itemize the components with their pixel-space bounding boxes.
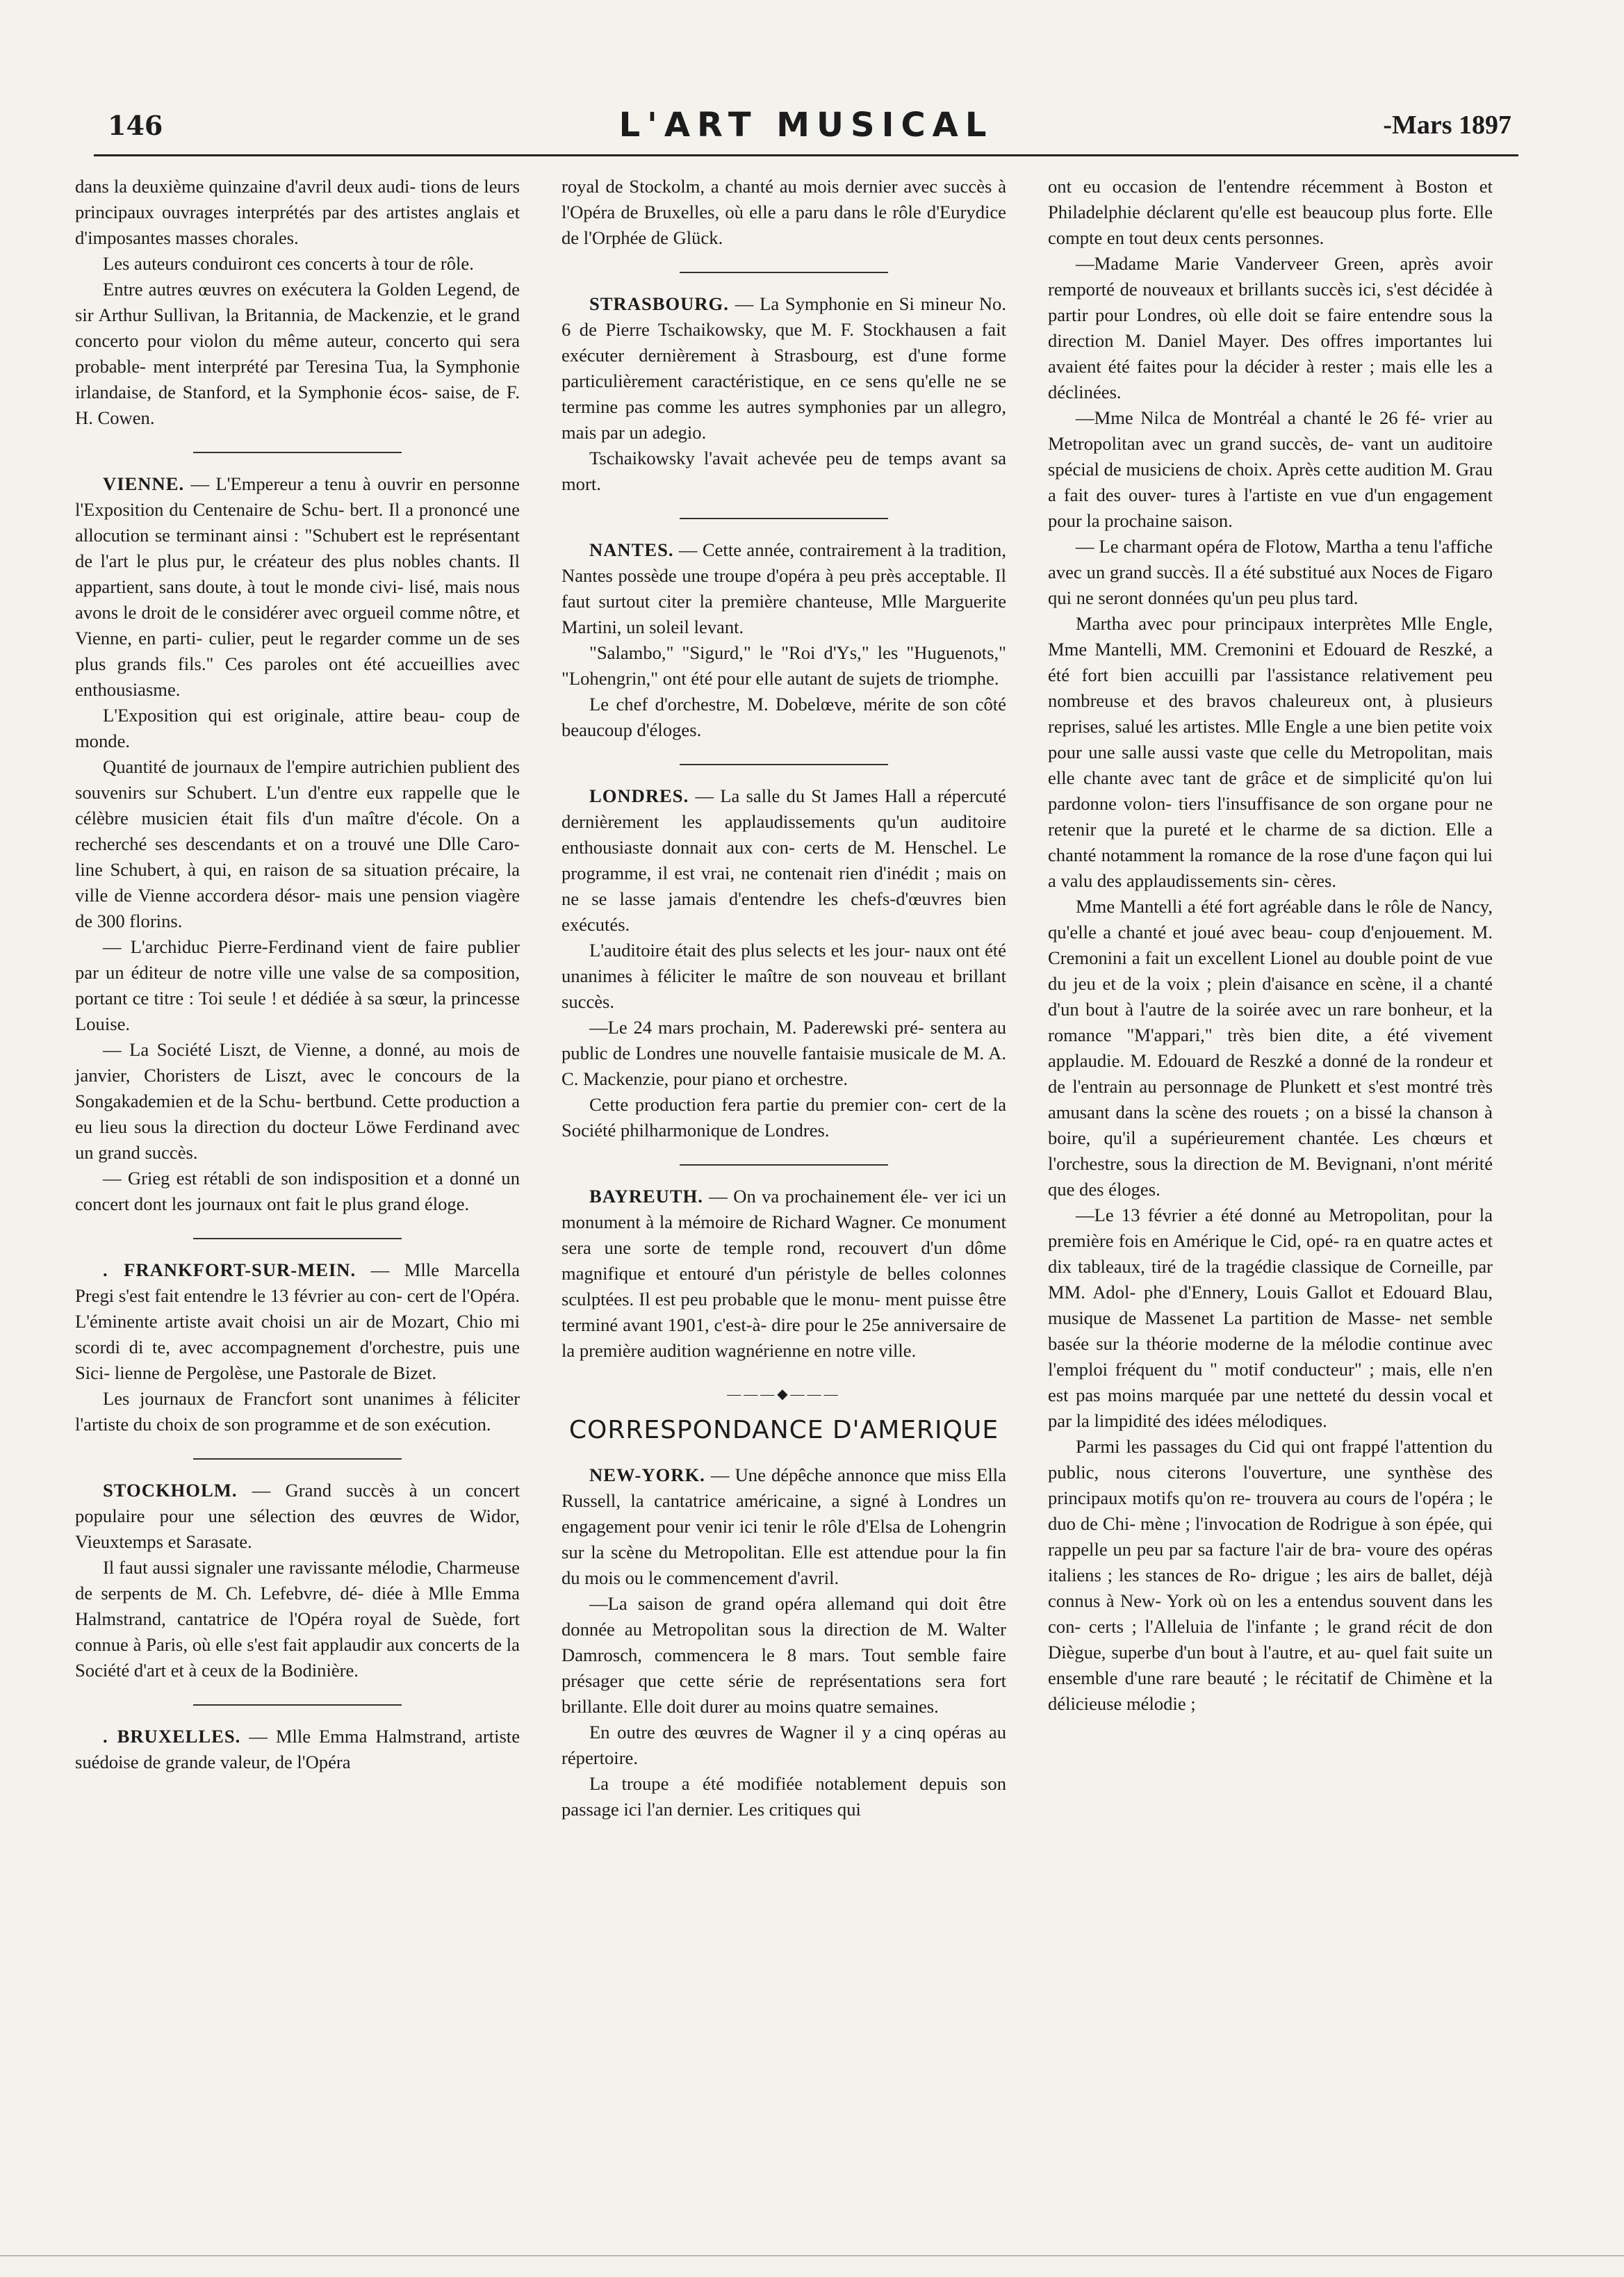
- article-paragraph: [561, 291, 1006, 446]
- article-paragraph: —Madame Marie Vanderveer Green, après avoir remporté de nouveaux et brillants succès ici, s'est décidée à partir pour Londres, où elle doit se faire entendre sous la direction M. Daniel Mayer. Des offres importantes lui avaient été faites pour la décider à rester ; mais elle les a déclinées.: [1048, 253, 1493, 402]
- dateline-heading: VIENNE.: [103, 473, 185, 494]
- article-paragraph: Parmi les passages du Cid qui ont frappé l'attention du public, nous citerons l'ouverture, une synthèse des principaux motifs qu'on re- trouvera au cours de l'opéra ; le duo de Chi- mène ; l'invocation de Rodrigue à son épée, qui rappelle un peu par sa facture l'air de bra- voure des opéras italiens ; les stances de Ro- drigue ; les airs de ballet, déjà connus à New- York où on les a entendus souvent dans les con- certs ; l'Alleluia de l'infante ; le grand récit de don Diègue, superbe d'un bout à l'autre, et au- quel fait suite un ensemble d'une rare beauté ; le récitatif de Chimène et la délicieuse mélodie ;: [1048, 1436, 1493, 1714]
- article-section: [75, 1724, 520, 1775]
- paragraph-text: — Mlle Marcella Pregi s'est fait entendre le 13 février au con- cert de l'Opéra. L'éminente artiste avait choisi un air de Mozart, Chio mi scordi di te, avec accompagnement d'orchestre, puis une Sici- lienne de Pergolèse, une Pastorale de Bizet.: [75, 1259, 520, 1383]
- column-2: [561, 174, 1006, 1822]
- section-separator: [680, 1164, 888, 1166]
- article-paragraph: [561, 783, 1006, 938]
- paragraph-text: — Une dépêche annonce que miss Ella Russell, la cantatrice américaine, a signé à Londres un engagement pour venir ici tenir le rôle d'Elsa de Lohengrin sur la scène du Metropolitan. Elle est attendue pour la fin du mois ou le commencement d'avril.: [561, 1464, 1006, 1588]
- paragraph-text: — Grand succès à un concert populaire pour une sélection des œuvres de Widor, Vieuxtemps et Sarasate.: [75, 1480, 520, 1552]
- article-section: [561, 174, 1006, 251]
- paragraph-text: — On va prochainement éle- ver ici un monument à la mémoire de Richard Wagner. Ce monument sera une sorte de temple rond, recouvert d'un dôme magnifique et entouré d'un péristyle de belles colonnes sculptées. Il est peu probable que le monu- ment puisse être terminé avant 1901, c'est-à- dire pour le 25e anniversaire de la première audition wagnérienne en notre ville.: [561, 1186, 1006, 1361]
- article-paragraph: Cette production fera partie du premier con- cert de la Société philharmonique de Londres.: [561, 1094, 1006, 1141]
- article-paragraph: Quantité de journaux de l'empire autrichien publient des souvenirs sur Schubert. L'un d'entre eux rappelle que le célèbre musicien était fils d'un maître d'école. On a recherché ses descendants et on a trouvé une Dlle Caro- line Schubert, à qui, en raison de sa situation précaire, la ville de Vienne accordera désor- mais une pension viagère de 300 florins.: [75, 756, 520, 931]
- section-separator: [193, 1238, 402, 1239]
- column-3: [1048, 174, 1493, 1717]
- section-separator: [680, 764, 888, 765]
- article-paragraph: [561, 1184, 1006, 1364]
- article-paragraph: [75, 1257, 520, 1386]
- dateline-heading: BAYREUTH.: [589, 1186, 703, 1207]
- article-paragraph: L'auditoire était des plus selects et les jour- naux ont été unanimes à féliciter le maître de son nouveau et brillant succès.: [561, 940, 1006, 1012]
- ornament-divider: ———◆———: [727, 1387, 841, 1402]
- article-section: [75, 471, 520, 1217]
- dateline-heading: . BRUXELLES.: [103, 1726, 241, 1747]
- article-section: [561, 1184, 1006, 1364]
- dateline-heading: NEW-YORK.: [589, 1464, 705, 1485]
- article-section: [1048, 174, 1493, 1717]
- header-rule: [94, 154, 1518, 156]
- article-paragraph: [75, 471, 520, 703]
- article-paragraph: ont eu occasion de l'entendre récemment à Boston et Philadelphie déclarent qu'elle est beaucoup plus forte. Elle compte en tout deux cents personnes.: [1048, 176, 1493, 248]
- article-paragraph: [561, 537, 1006, 640]
- issue-date: -Mars 1897: [1383, 111, 1511, 140]
- article-paragraph: — Grieg est rétabli de son indisposition et a donné un concert dont les journaux ont fait le plus grand éloge.: [75, 1168, 520, 1214]
- paragraph-text: — L'Empereur a tenu à ouvrir en personne l'Exposition du Centenaire de Schu- bert. Il a prononcé une allocution se terminant ainsi : "Schubert est le représentant de l'art le plus pur, le créateur des plus nobles chants. Il appartient, sans doute, à tout le monde civi- lisé, mais nous avons le droit de le considérer avec orgueil comme nôtre, et Vienne, en parti- culier, peut le regarder comme un de ses plus grands fils." Ces paroles ont été accueillies avec enthousiasme.: [75, 473, 520, 700]
- journal-title: L'ART MUSICAL: [618, 106, 994, 145]
- article-paragraph: La troupe a été modifiée notablement depuis son passage ici l'an dernier. Les critiques qui: [561, 1773, 1006, 1820]
- article-paragraph: — L'archiduc Pierre-Ferdinand vient de faire publier par un éditeur de notre ville une valse de sa composition, portant ce titre : Toi seule ! et dédiée à sa sœur, la princesse Louise.: [75, 936, 520, 1034]
- article-paragraph: — Le charmant opéra de Flotow, Martha a tenu l'affiche avec un grand succès. Il a été substitué aux Noces de Figaro qui ne seront données qu'un peu plus tard.: [1048, 536, 1493, 608]
- article-paragraph: L'Exposition qui est originale, attire beau- coup de monde.: [75, 705, 520, 751]
- article-paragraph: Tschaikowsky l'avait achevée peu de temps avant sa mort.: [561, 448, 1006, 494]
- paragraph-text: — La Symphonie en Si mineur No. 6 de Pierre Tschaikowsky, que M. F. Stockhausen a fait exécuter dernièrement à Strasbourg, est d'une forme particulièrement caractéristique, en ce sens qu'elle ne se termine pas comme les autres symphonies par un allegro, mais par un adegio.: [561, 293, 1006, 443]
- article-paragraph: —Le 13 février a été donné au Metropolitan, pour la première fois en Amérique le Cid, opé- ra en quatre actes et dix tableaux, tiré de la tragédie classique de Corneille, par MM. Adol- phe d'Ennery, Louis Gallot et Edouard Blau, musique de Massenet La partition de Masse- net semble basée sur la théorie moderne de la mélodie continue avec l'emploi fréquent du " motif conducteur" ; mais, elle n'en est pas moins marquée par une netteté du dessin vocal et par la limpidité des idées mélodiques.: [1048, 1205, 1493, 1431]
- article-paragraph: Les auteurs conduiront ces concerts à tour de rôle.: [103, 253, 474, 274]
- article-paragraph: "Salambo," "Sigurd," le "Roi d'Ys," les "Huguenots," "Lohengrin," ont été pour elle autant de sujets de triomphe.: [561, 642, 1006, 689]
- section-separator: [680, 518, 888, 519]
- article-paragraph: Les journaux de Francfort sont unanimes à féliciter l'artiste du choix de son programme et de son exécution.: [75, 1388, 520, 1435]
- article-section: [561, 783, 1006, 1143]
- article-section: [561, 537, 1006, 743]
- article-paragraph: — La Société Liszt, de Vienne, a donné, au mois de janvier, Choristers de Liszt, avec le concours de la Songakademien et de la Schu- bertbund. Cette production a eu lieu sous la direction du docteur Löwe Ferdinand avec un grand succès.: [75, 1039, 520, 1163]
- page-number: 146: [108, 110, 163, 141]
- article-paragraph: Il faut aussi signaler une ravissante mélodie, Charmeuse de serpents de M. Ch. Lefebvre, dé- diée à Mlle Emma Halmstrand, cantatrice de l'Opéra royal de Suède, fort connue à Paris, où elle s'est fait applaudir aux concerts de la Société d'art et à ceux de la Bodinière.: [75, 1557, 520, 1681]
- paragraph-text: — Cette année, contrairement à la tradition, Nantes possède une troupe d'opéra à peu près acceptable. Il faut surtout citer la première chanteuse, Mlle Marguerite Martini, un soleil levant.: [561, 539, 1006, 637]
- paragraph-text: — La salle du St James Hall a répercuté dernièrement les applaudissements qu'un auditoire enthousiaste donnait aux con- certs de M. Henschel. Le programme, il est vrai, ne contenait rien d'inédit ; mais on ne se lasse jamais d'entendre les chefs-d'œuvres bien exécutés.: [561, 785, 1006, 935]
- article-paragraph: royal de Stockolm, a chanté au mois dernier avec succès à l'Opéra de Bruxelles, où elle a paru dans le rôle d'Eurydice de l'Orphée de Glück.: [561, 176, 1006, 248]
- article-paragraph: En outre des œuvres de Wagner il y a cinq opéras au répertoire.: [561, 1722, 1006, 1768]
- article-section: [75, 1478, 520, 1683]
- dateline-heading: STRASBOURG.: [589, 293, 729, 314]
- article-paragraph: Le chef d'orchestre, M. Dobelœve, mérite de son côté beaucoup d'éloges.: [561, 694, 1006, 740]
- dateline-heading: . FRANKFORT-SUR-MEIN.: [103, 1259, 356, 1280]
- article-paragraph: —Mme Nilca de Montréal a chanté le 26 fé- vrier au Metropolitan avec un grand succès, de- vant un auditoire spécial de musiciens de choix. Après cette audition M. Grau a fait des ouver- tures à l'artiste en vue d'un engagement pour la prochaine saison.: [1048, 407, 1493, 531]
- article-paragraph: Entre autres œuvres on exécutera la Golden Legend, de sir Arthur Sullivan, la Britannia, de Mackenzie, et le grand concerto pour violon du même auteur, concerto qui sera probable- ment interprété par Teresina Tua, la Symphonie irlandaise, de Stanford, et la Symphonie écos- saise, de F. H. Cowen.: [75, 279, 520, 428]
- article-section: [75, 174, 520, 431]
- dateline-heading: NANTES.: [589, 539, 674, 560]
- dateline-heading: LONDRES.: [589, 785, 689, 806]
- article-paragraph: —La saison de grand opéra allemand qui doit être donnée au Metropolitan sous la direction de M. Walter Damrosch, commencera le 8 mars. Tout semble faire présager que cette série de représentations sera fort brillante. Elle doit durer au moins quatre semaines.: [561, 1593, 1006, 1717]
- article-paragraph: —Le 24 mars prochain, M. Paderewski pré- sentera au public de Londres une nouvelle fantaisie musicale de M. A. C. Mackenzie, pour piano et orchestre.: [561, 1017, 1006, 1089]
- article-section: [561, 1462, 1006, 1822]
- bottom-rule: [0, 2255, 1624, 2256]
- article-paragraph: Mme Mantelli a été fort agréable dans le rôle de Nancy, qu'elle a chanté et joué avec beau- coup d'enjouement. M. Cremonini a fait un excellent Lionel au double point de vue du jeu et de la voix ; plein d'aisance en scène, il a chanté d'un bout à l'autre de la soirée avec un rare bonheur, et la romance "M'appari," très bien dite, a été vivement applaudie. M. Edouard de Reszké a donné de la rondeur et de l'entrain au personnage de Plunkett et s'est montré très amusant dans la scène des rouets ; on a bissé la chanson à boire, qu'il a supérieurement chantée. Les chœurs et l'orchestre, sous la direction de M. Bevignani, n'ont mérité que des éloges.: [1048, 896, 1493, 1200]
- article-paragraph: [75, 1724, 520, 1775]
- article-section: [561, 291, 1006, 497]
- article-section: [75, 1257, 520, 1437]
- article-paragraph: [561, 1462, 1006, 1591]
- section-separator: [193, 1458, 402, 1460]
- dateline-heading: STOCKHOLM.: [103, 1480, 238, 1501]
- masthead: [94, 97, 1518, 160]
- article-paragraph: [75, 1478, 520, 1555]
- chapter-title: CORRESPONDANCE D'AMERIQUE: [568, 1416, 999, 1444]
- paragraph-text: — Mlle Emma Halmstrand, artiste suédoise de grande valeur, de l'Opéra: [75, 1726, 520, 1772]
- section-separator: [193, 452, 402, 453]
- article-paragraph: Martha avec pour principaux interprètes Mlle Engle, Mme Mantelli, MM. Cremonini et Edouard de Reszké, a été fort bien accuilli par l'assistance relativement peu nombreuse et des bravos chaleureux ont, à plusieurs reprises, salué les artistes. Mlle Engle a une bien petite voix pour une salle aussi vaste que celle du Metropolitan, mais elle chante avec tant de grâce et de simplicité qu'on lui pardonne volon- tiers l'insuffisance de son organe pour ne retenir que la pureté et le charme de sa diction. Elle a chanté notamment la romance de la rose d'une façon qui lui a valu des applaudissements sin- cères.: [1048, 613, 1493, 891]
- article-paragraph: dans la deuxième quinzaine d'avril deux audi- tions de leurs principaux ouvrages interprétés par des artistes anglais et d'imposantes masses chorales.: [75, 176, 520, 248]
- section-separator: [680, 272, 888, 273]
- column-1: [75, 174, 520, 1775]
- section-separator: [193, 1704, 402, 1706]
